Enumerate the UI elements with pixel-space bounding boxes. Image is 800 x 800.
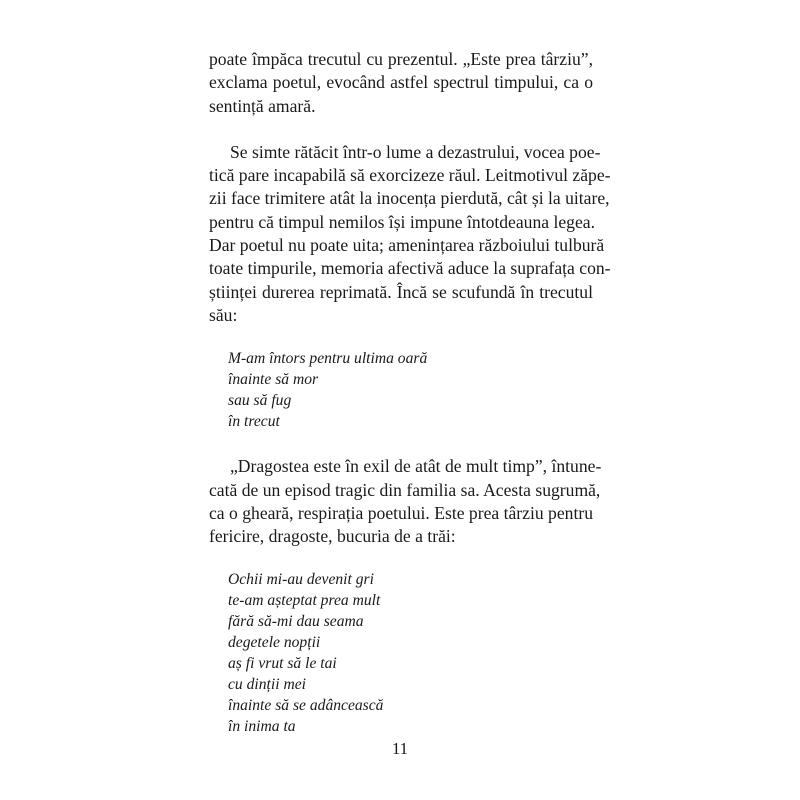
verse-line: în trecut xyxy=(228,413,280,431)
text-line: zii face trimitere atât la inocența pierdută, cât și la uitare, xyxy=(209,188,610,209)
text-line: ca o gheară, respirația poetului. Este prea târziu pentru xyxy=(209,502,593,523)
paragraph-3 xyxy=(209,455,602,548)
verse-line: aș fi vrut să le tai xyxy=(228,655,337,673)
page-number: 11 xyxy=(391,739,409,758)
verse-line: te-am așteptat prea mult xyxy=(228,592,381,610)
text-line: toate timpurile, memoria afectivă aduce la suprafața con- xyxy=(209,258,611,279)
text-line: științei durerea reprimată. Încă se scufundă în trecutul xyxy=(209,281,593,302)
text-line: sentință amară. xyxy=(209,95,316,116)
verse-line: în inima ta xyxy=(228,718,296,736)
verse-line: sau să fug xyxy=(228,392,292,410)
verse-line: fără să-mi dau seama xyxy=(228,613,364,631)
text-line: Se simte rătăcit într-o lume a dezastrului, vocea poe- xyxy=(230,141,601,162)
text-line: pentru că timpul nemilos își impune întotdeauna legea. xyxy=(209,211,595,232)
text-line: poate împăca trecutul cu prezentul. „Este prea târziu”, xyxy=(209,49,593,69)
verse-line: Ochii mi-au devenit gri xyxy=(228,571,374,589)
text-line: „Dragostea este în exil de atât de mult timp”, întune- xyxy=(230,456,602,477)
verse-line: degetele nopții xyxy=(228,634,321,652)
verse-line: M-am întors pentru ultima oară xyxy=(228,350,428,368)
book-page xyxy=(209,48,611,737)
verse-line: înainte să se adâncească xyxy=(228,697,384,715)
text-line: exclama poetul, evocând astfel spectrul timpului, ca o xyxy=(209,72,593,93)
verse-1 xyxy=(228,348,593,432)
text-line: său: xyxy=(209,304,238,325)
verse-2 xyxy=(228,569,593,737)
verse-line: înainte să mor xyxy=(228,371,319,389)
text-line: tică pare incapabilă să exorcizeze răul. Leitmotivul zăpe- xyxy=(209,165,611,186)
paragraph-2 xyxy=(209,141,611,327)
text-line: cată de un episod tragic din familia sa. Acesta sugrumă, xyxy=(209,479,601,500)
verse-line: cu dinții mei xyxy=(228,676,306,694)
paragraph-1 xyxy=(209,48,593,118)
text-line: fericire, dragoste, bucuria de a trăi: xyxy=(209,526,456,547)
text-line: Dar poetul nu poate uita; amenințarea războiului tulbură xyxy=(209,235,605,256)
